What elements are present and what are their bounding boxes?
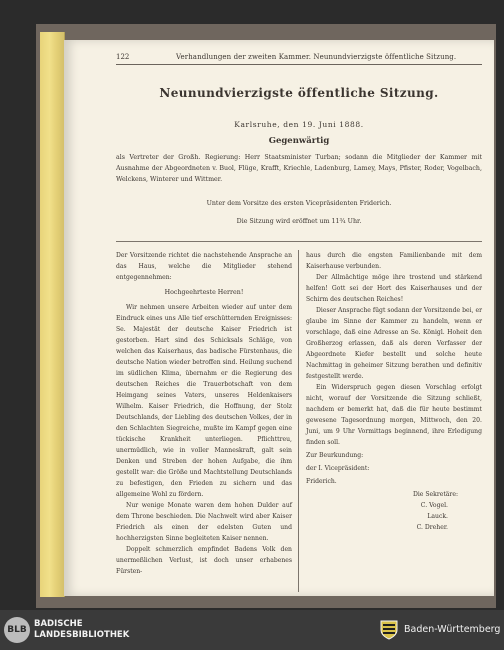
vice-president-label: der I. Vicepräsident: — [306, 465, 370, 472]
presidency-line: Unter dem Vorsitze des ersten Vicepräsidenten Friderich. — [206, 200, 392, 207]
body-paragraph: Wir nehmen unsere Arbeiten wieder auf unter dem Eindruck eines uns Alle tief erschütternden Ereignisses: Se. Majestät der deutsche Kaiser Friedrich ist gestorben. Hart sind des Schicksals Schläge, von welchen das Kaiserhaus, das badische Fürstenhaus, die deutsche Nation wieder betroffen sind. Heilung suchend im südlichen Klima, übernahm er die Regierung des deutschen Reiches die Trauerbotschaft von dem Heimgang seines Vaters, unseres Heldenkaisers Wilhelm. Kaiser Friedrich, die Hoffnung, der Stolz Deutschlands, der Liebling des deutschen Volkes, der in den Schlachten Siegreiche, mußte im Kampf gegen eine tückische Krankheit unterliegen. Pflichttreu, unermüdlich, wie in voller Manneskraft, galt sein Denken und Streben der hohen Aufgabe, die ihm gestellt war: die Größe und Machtstellung Deutschlands zu befestigen, den Frieden zu sichern und das allgemeine Wohl zu fördern. — [116, 304, 292, 498]
present-heading: Gegenwärtig — [268, 136, 330, 146]
baden-wuerttemberg-label[interactable]: Baden-Württemberg — [404, 624, 501, 635]
running-head — [116, 52, 482, 65]
address-line: Hochgeehrteste Herren! — [164, 289, 244, 296]
signature-block — [306, 489, 482, 533]
running-head-text: Verhandlungen der zweiten Kammer. Neunundvierzigste öffentliche Sitzung. — [176, 53, 457, 61]
page-title: Neunundvierzigste öffentliche Sitzung. — [159, 86, 439, 100]
attendees-paragraph: als Vertreter der Großh. Regierung: Herr Staatsminister Turban; sodann die Mitglieder der Kammer mit Ausnahme der Abgeordneten v. Buol, Flüge, Krafft, Kriechle, Ladenburg, Lamey, Mays, Pfister, Roder, Vogelbach, Welckens, Winterer und Wittmer. — [116, 154, 482, 183]
secretary-name: Lauck. — [427, 513, 448, 520]
blb-name-line2: LANDESBIBLIOTHEK — [34, 630, 130, 640]
left-column — [116, 250, 299, 592]
body-paragraph: Doppelt schmerzlich empfindet Badens Volk den unermeßlichen Verlust, ist doch unser erhabenes Fürsten- — [116, 546, 292, 575]
body-paragraph: Nur wenige Monate waren dem hohen Dulder auf dem Throne beschieden. Die Nachwelt wird aber Kaiser Friedrich als einen der edelsten Guten und hochherzigsten Sinne begleiteten Kaiser nennen. — [116, 502, 292, 542]
intro-paragraph: Der Vorsitzende richtet die nachstehende Ansprache an das Haus, welche die Mitglieder stehend entgegennehmen: — [116, 252, 292, 281]
body-paragraph: Ein Widerspruch gegen diesen Vorschlag erfolgt nicht, worauf der Vorsitzende die Sitzung schließt, nachdem er bemerkt hat, daß die für heute bestimmt gewesene Tagesordnung morgen, Mittwoch, den 20. Juni, um 9 Uhr Vormittags beginnend, ihre Erledigung finden soll. — [306, 384, 482, 446]
body-paragraph: Dieser Ansprache fügt sodann der Vorsitzende bei, er glaube im Sinne der Kammer zu handeln, wenn er vorschlage, daß eine Adresse an Se. Königl. Hoheit den Großherzog erlassen, daß als deren Verfasser der Abgeordnete Kiefer bestellt und solche heute Nachmittag in geheimer Sitzung berathen und definitiv festgestellt werde. — [306, 307, 482, 380]
opening-line: Die Sitzung wird eröffnet um 11¾ Uhr. — [236, 218, 362, 225]
book-spine — [40, 32, 65, 597]
body-paragraph: haus durch die engsten Familienbande mit dem Kaiserhause verbunden. — [306, 252, 482, 270]
secretaries-label: Die Sekretäre: — [412, 491, 458, 498]
document-page — [64, 40, 494, 596]
section-divider — [116, 241, 482, 242]
certification-line: Zur Beurkundung: — [306, 452, 364, 459]
secretary-name: C. Dreher. — [416, 524, 448, 531]
vice-president-name: Friderich. — [306, 478, 337, 485]
footer-bar — [0, 610, 504, 650]
right-column — [306, 250, 482, 592]
date-line: Karlsruhe, den 19. Juni 1888. — [234, 120, 364, 129]
body-paragraph: Der Allmächtige möge ihre trostend und stärkend helfen! Gott sei der Hort des Kaiserhauses und der Schirm des deutschen Reiches! — [306, 274, 482, 303]
blb-logo-icon[interactable]: BLB — [4, 617, 30, 643]
page-number: 122 — [116, 53, 130, 61]
blb-logo-text[interactable] — [34, 619, 129, 641]
secretary-name: C. Vogel. — [420, 502, 448, 509]
blb-name-line1: BADISCHE — [34, 619, 83, 629]
baden-wuerttemberg-crest-icon — [378, 619, 400, 641]
